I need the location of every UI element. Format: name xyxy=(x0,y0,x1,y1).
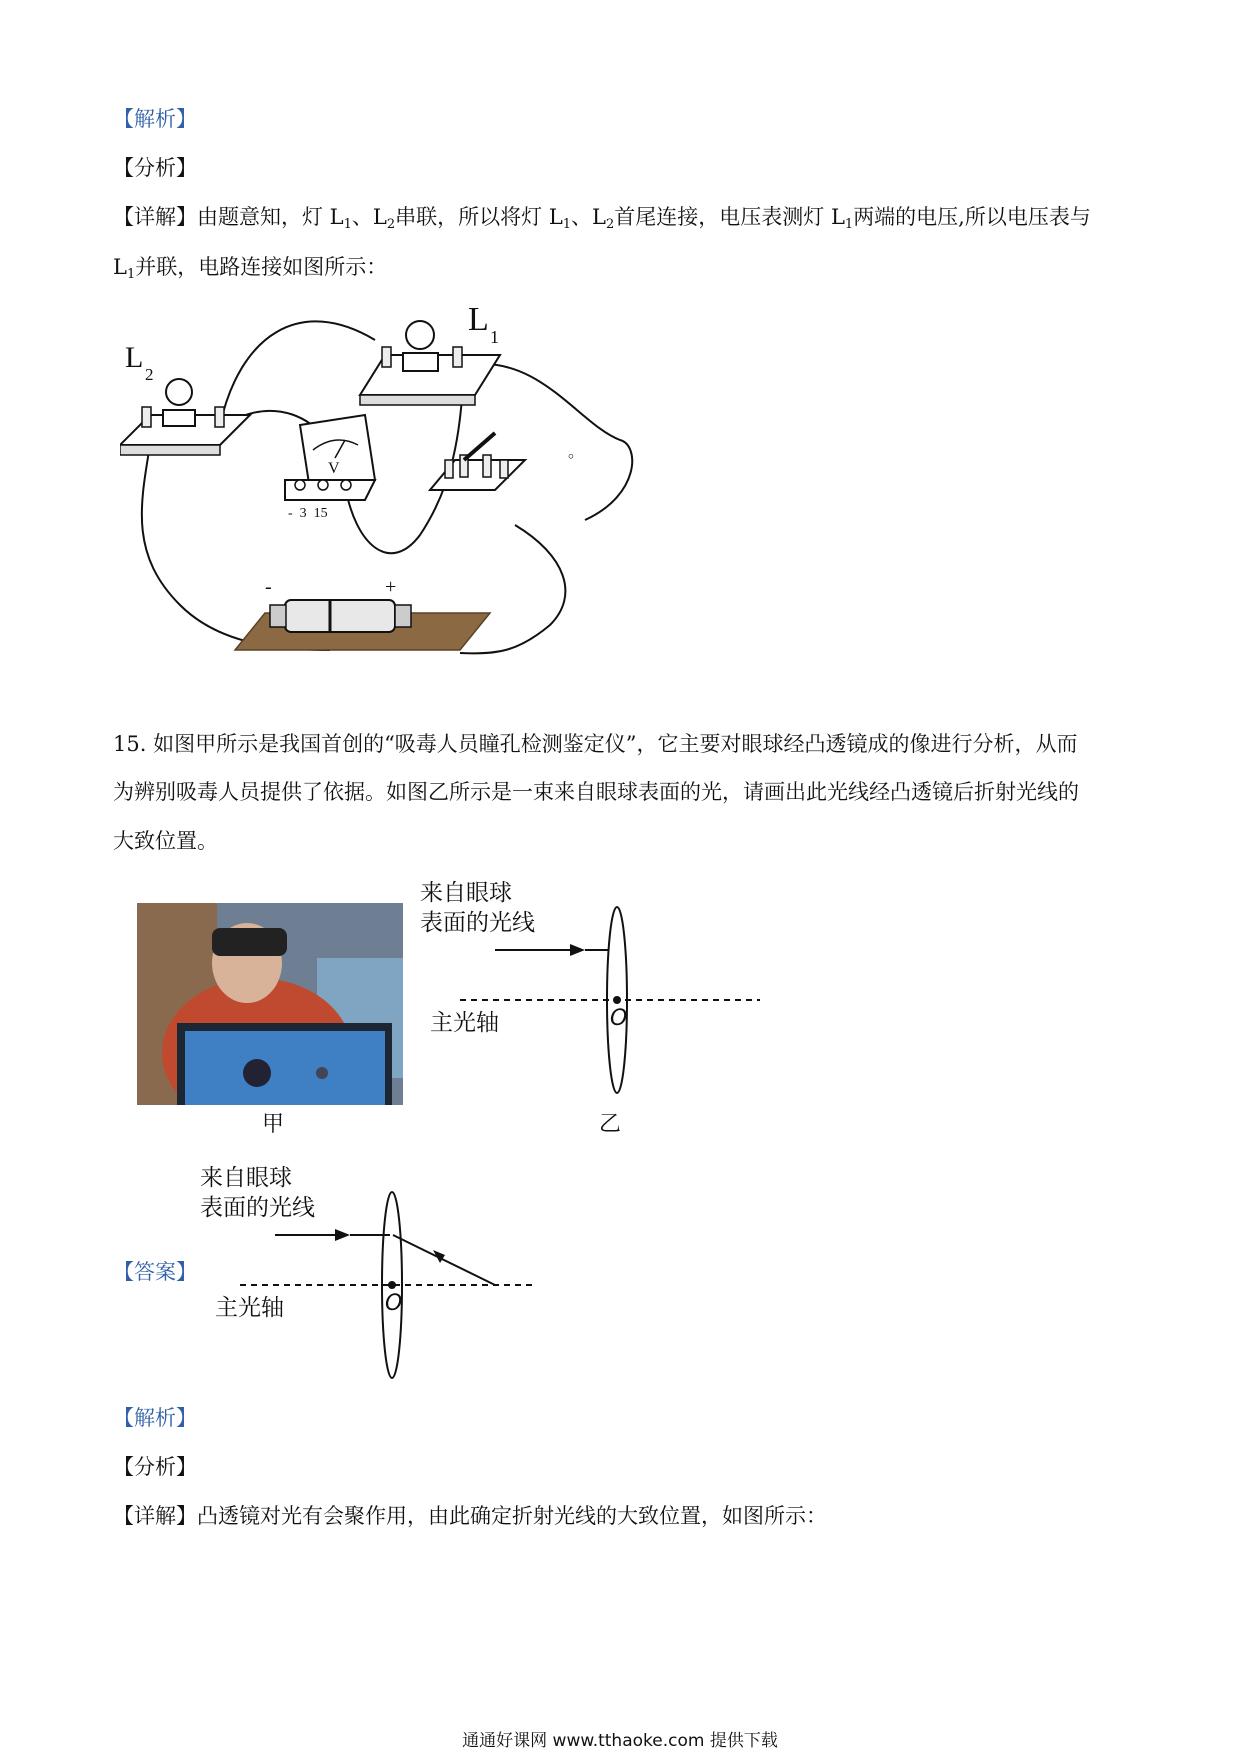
question-15-line2: 为辨别吸毒人员提供了依据。如图乙所示是一束来自眼球表面的光，请画出此光线经凸透镜后折射光线的 xyxy=(113,780,1079,804)
ray-text-line1: 来自眼球 xyxy=(420,880,512,906)
refracted-ray xyxy=(393,1235,495,1285)
axis-label: 主光轴 xyxy=(430,1010,499,1036)
l1-bulb-icon xyxy=(406,321,434,349)
fenxi-heading-2: 【分析】 xyxy=(113,1455,197,1479)
ray-arrow-icon xyxy=(570,944,585,956)
detail-heading-2: 【详解】 xyxy=(113,1504,197,1528)
center-label: O xyxy=(385,1291,403,1316)
figure-yi-diagram xyxy=(420,870,770,1140)
figure-yi-label: 乙 xyxy=(599,1112,622,1137)
wire xyxy=(460,525,565,653)
detail-heading: 【详解】 xyxy=(113,205,197,229)
wire xyxy=(220,321,375,425)
ray-text-line1: 来自眼球 xyxy=(200,1165,292,1191)
detail-paragraph-line2: $L_1$并联，电路连接如图所示： xyxy=(113,255,388,282)
l2-bulb-icon xyxy=(166,379,192,405)
axis-label: 主光轴 xyxy=(215,1295,284,1321)
optical-center xyxy=(388,1281,396,1289)
l1-label: L xyxy=(468,301,489,338)
question-15-line1: 15. 如图甲所示是我国首创的“吸毒人员瞳孔检测鉴定仪”，它主要对眼球经凸透镜成的像进行分析，从而 xyxy=(113,732,1078,756)
battery-minus: - xyxy=(265,576,272,598)
ray-text-line2: 表面的光线 xyxy=(200,1195,315,1221)
answer-heading: 【答案】 xyxy=(113,1260,197,1284)
detail-paragraph-2: 【详解】凸透镜对光有会聚作用，由此确定折射光线的大致位置，如图所示： xyxy=(113,1504,827,1528)
end-mark: 。 xyxy=(568,444,585,461)
question-15-line3: 大致位置。 xyxy=(113,829,218,853)
l1-sub: 1 xyxy=(490,327,499,347)
photo-jia xyxy=(137,903,403,1105)
ray-text-line2: 表面的光线 xyxy=(420,910,535,936)
voltmeter-symbol: V xyxy=(328,460,340,477)
l2-label: L xyxy=(125,341,144,374)
answer-diagram xyxy=(200,1155,560,1385)
l2-sub: 2 xyxy=(145,365,154,384)
optical-center xyxy=(613,996,621,1004)
detail-paragraph-line1: 【详解】由题意知，灯 $L_1$、$L_2$串联，所以将灯 $L_1$、$L_2$首尾连接，电压表测灯 $L_1$两端的电压,所以电压表与 xyxy=(113,205,1091,232)
page-footer: 通通好课网 www.tthaoke.com 提供下载 xyxy=(462,1731,778,1751)
ray-arrow-icon xyxy=(335,1229,350,1241)
jiexi-heading: 【解析】 xyxy=(113,107,197,131)
jiexi-heading-2: 【解析】 xyxy=(113,1406,197,1430)
wire xyxy=(470,364,632,520)
battery xyxy=(285,600,395,632)
figure-jia-label: 甲 xyxy=(262,1112,285,1137)
voltmeter-terminals: - 3 15 xyxy=(288,506,328,521)
fenxi-heading: 【分析】 xyxy=(113,156,197,180)
circuit-diagram xyxy=(120,295,660,705)
battery-plus: + xyxy=(385,576,397,598)
center-label: O xyxy=(610,1006,628,1031)
